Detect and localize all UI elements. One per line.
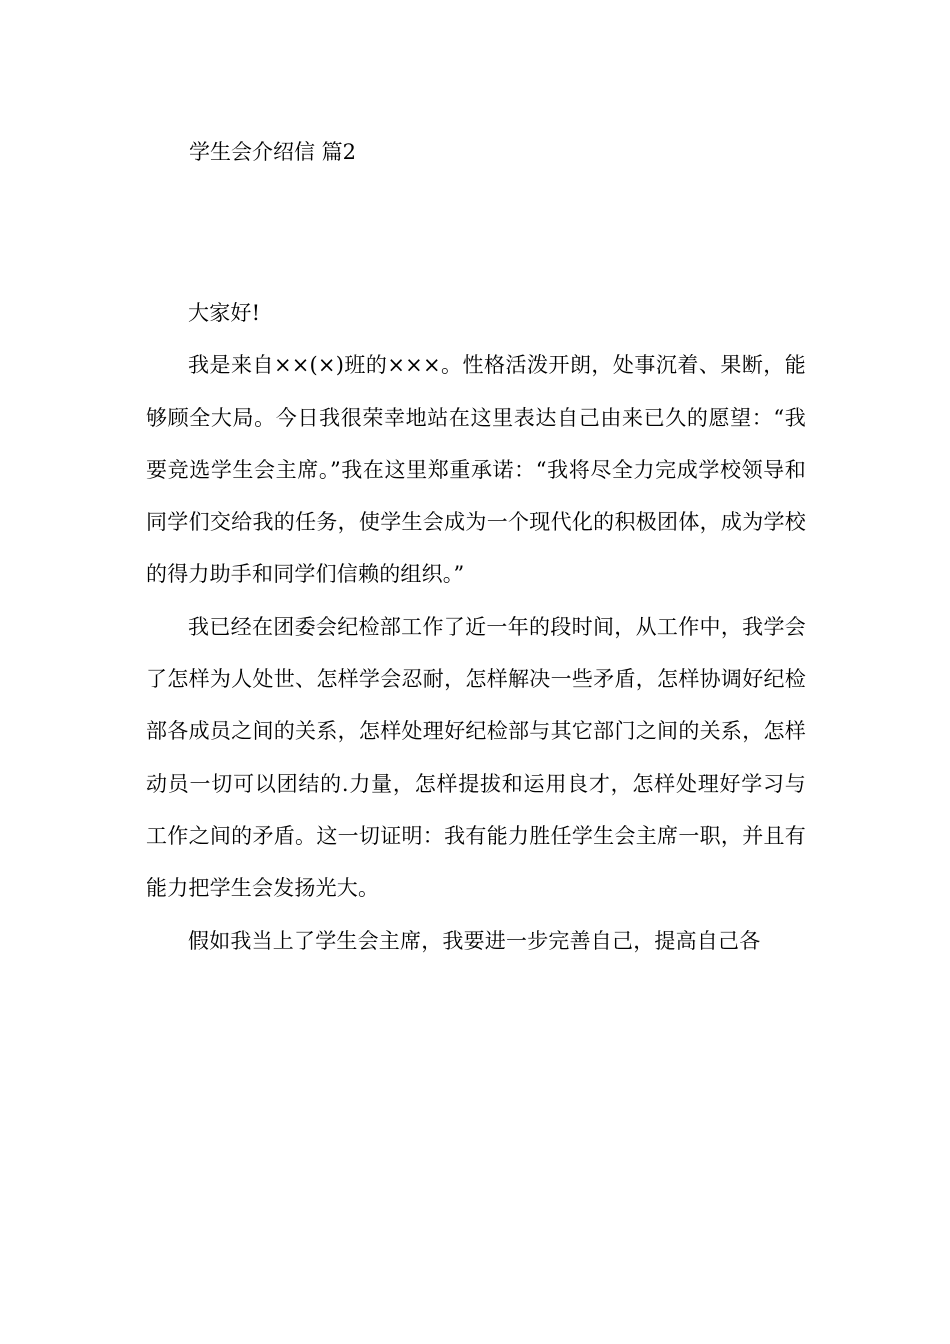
paragraph-introduction: 我是来自××(×)班的×××。性格活泼开朗，处事沉着、果断，能够顾全大局。今日我很荣幸地站在这里表达自己由来已久的愿望：“我要竞选学生会主席。”我在这里郑重承诺：“我将尽全力完成学校领导和同学们交给我的任务，使学生会成为一个现代化的积极团体，成为学校的得力助手和同学们信赖的组织。” [146,353,806,587]
document-title: 学生会介绍信 篇2 [189,140,357,164]
paragraph-plan: 假如我当上了学生会主席，我要进一步完善自己，提高自己各 [188,928,761,953]
document-body [146,287,806,967]
paragraph-greeting: 大家好! [188,301,261,325]
paragraph-experience: 我已经在团委会纪检部工作了近一年的段时间，从工作中，我学会了怎样为人处世、怎样学会忍耐，怎样解决一些矛盾，怎样协调好纪检部各成员之间的关系，怎样处理好纪检部与其它部门之间的关系，怎样动员一切可以团结的.力量，怎样提拔和运用良才，怎样处理好学习与工作之间的矛盾。这一切证明：我有能力胜任学生会主席一职，并且有能力把学生会发扬光大。 [146,614,806,901]
